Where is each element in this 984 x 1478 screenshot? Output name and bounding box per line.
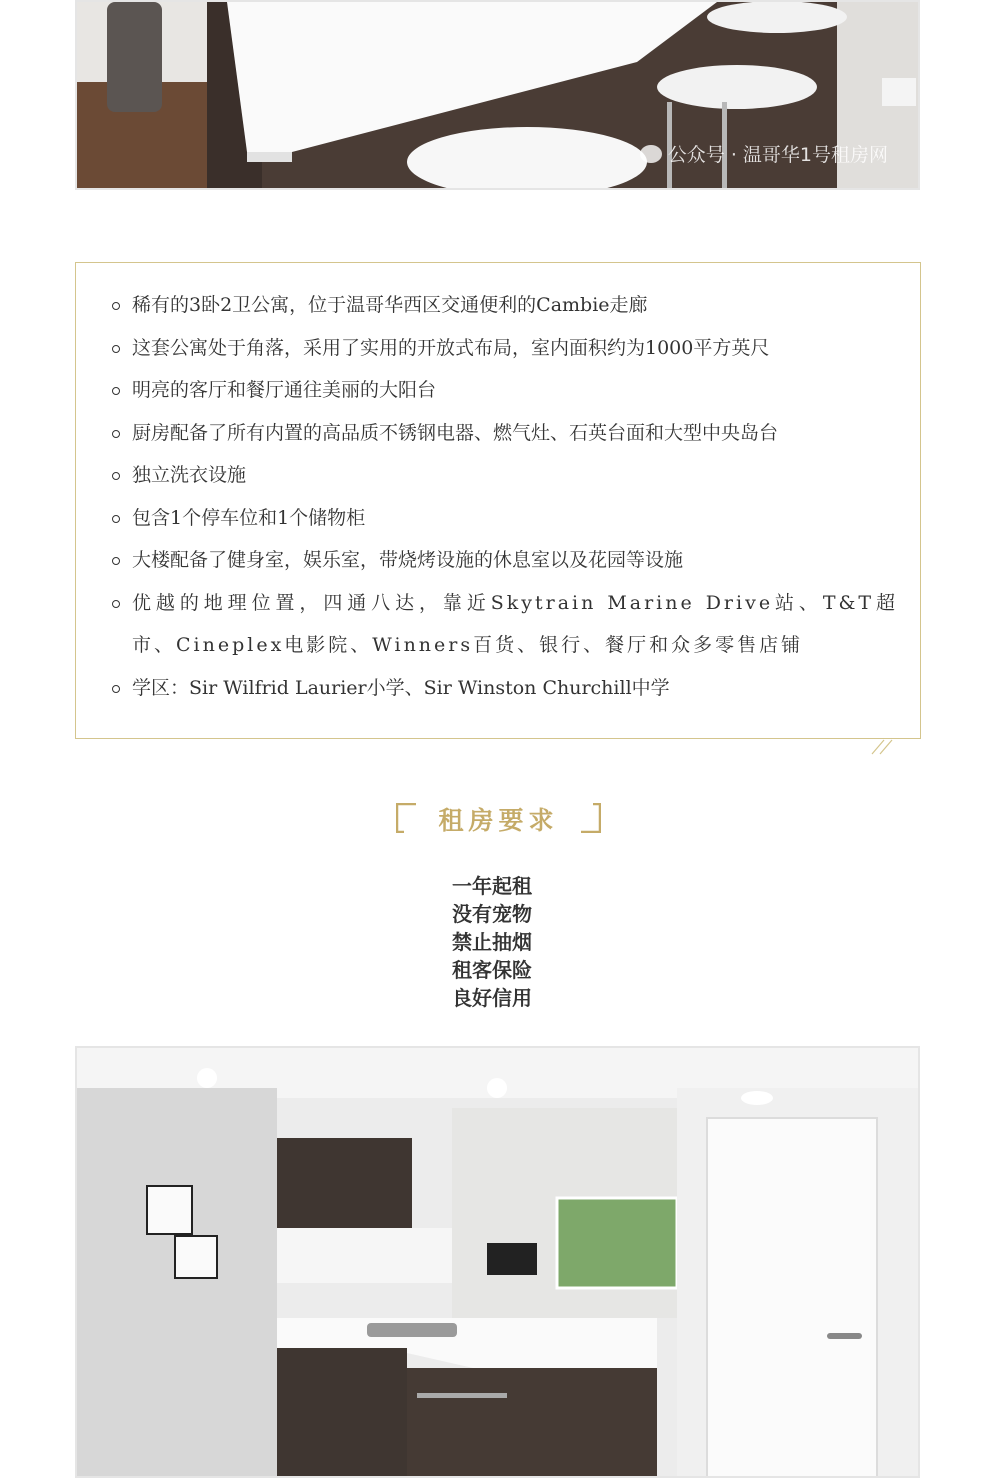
requirement-item: 一年起租 <box>452 874 532 898</box>
features-list <box>76 263 920 709</box>
kitchen-living-photo <box>75 1046 920 1478</box>
kitchen-island-photo <box>75 0 920 190</box>
list-item: 优越的地理位置，四通八达，靠近Skytrain Marine Drive站、T&T超市、Cineplex电影院、Winners百货、银行、餐厅和众多零售店铺 <box>132 582 898 667</box>
requirements-heading <box>396 803 601 833</box>
requirement-item: 没有宠物 <box>452 902 532 926</box>
requirement-item: 禁止抽烟 <box>452 930 532 954</box>
requirements-title: 租房要求 <box>438 806 559 835</box>
list-item: 大楼配备了健身室，娱乐室，带烧烤设施的休息室以及花园等设施 <box>132 539 898 582</box>
requirements-list <box>0 872 984 1012</box>
features-box <box>75 262 921 739</box>
list-item: 包含1个停车位和1个储物柜 <box>132 497 898 540</box>
requirement-item: 租客保险 <box>452 958 532 982</box>
decorative-slash-icon <box>868 738 898 756</box>
list-item: 学区：Sir Wilfrid Laurier小学、Sir Winston Churchill中学 <box>132 667 898 710</box>
list-item: 稀有的3卧2卫公寓，位于温哥华西区交通便利的Cambie走廊 <box>132 284 898 327</box>
list-item: 独立洗衣设施 <box>132 454 898 497</box>
requirement-item: 良好信用 <box>452 986 532 1010</box>
list-item: 这套公寓处于角落，采用了实用的开放式布局，室内面积约为1000平方英尺 <box>132 327 898 370</box>
list-item: 厨房配备了所有内置的高品质不锈钢电器、燃气灶、石英台面和大型中央岛台 <box>132 412 898 455</box>
wechat-icon <box>640 145 662 163</box>
list-item: 明亮的客厅和餐厅通往美丽的大阳台 <box>132 369 898 412</box>
watermark <box>640 140 888 167</box>
watermark-text: 公众号 · 温哥华1号租房网 <box>667 144 888 166</box>
